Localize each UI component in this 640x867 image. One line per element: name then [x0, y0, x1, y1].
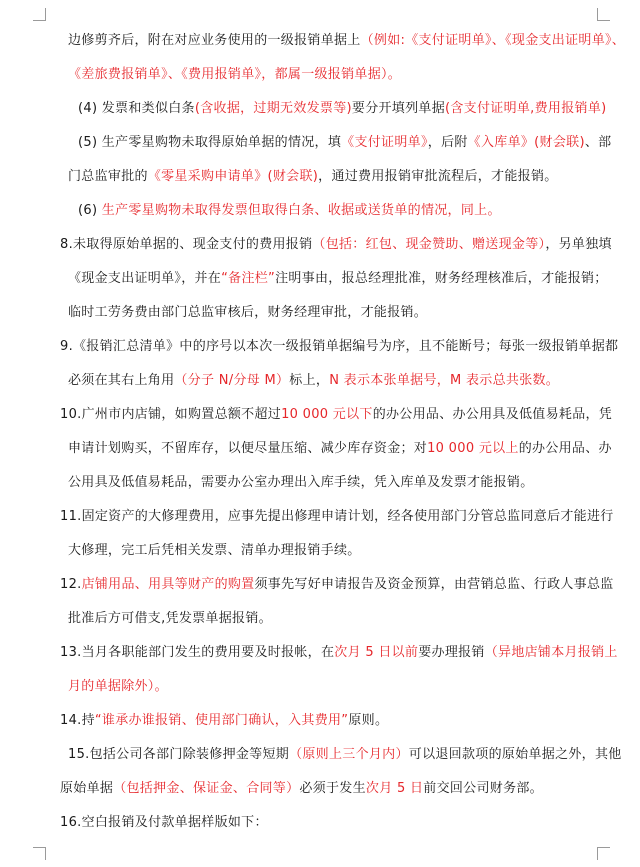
body-text: 11.固定资产的大修理费用，应事先提出修理申请计划，经各使用部门分管总监同意后才能进行: [60, 509, 614, 524]
highlighted-text: N 表示本张单据号，M 表示总共张数。: [329, 373, 560, 388]
body-text: 大修理，完工后凭相关发票、清单办理报销手续。: [68, 543, 361, 558]
document-line-13: [68, 440, 612, 458]
document-line-18: [68, 610, 272, 628]
body-text: 12.: [60, 577, 82, 592]
body-text: 、部: [584, 135, 612, 150]
highlighted-text: 月的单据除外）。: [68, 679, 168, 694]
document-line-11: [68, 372, 559, 390]
document-line-4: [78, 134, 611, 152]
body-text: 标上，: [289, 373, 330, 388]
highlighted-text: （原则上三个月内）: [289, 747, 409, 762]
body-text: 申请计划购买，不留库存，以便尽量压缩、减少库存资金；对: [68, 441, 428, 456]
highlighted-text: 《入库单》(财会联): [467, 135, 585, 150]
highlighted-text: (含收据，过期无效发票等): [194, 101, 352, 116]
body-text: 10.广州市内店铺，如购置总额不超过: [60, 407, 282, 422]
document-line-10: [60, 338, 618, 356]
body-text: 8.未取得原始单据的、现金支付的费用报销: [60, 237, 313, 252]
document-line-16: [68, 542, 361, 560]
document-line-17: [60, 576, 614, 594]
body-text: 13.当月各职能部门发生的费用要及时报帐，在: [60, 645, 335, 660]
highlighted-text: 店铺用品、用具等财产的购置: [81, 577, 255, 592]
document-line-21: [60, 712, 388, 730]
body-text: ，后附: [427, 135, 468, 150]
body-text: 的办公用品、办: [518, 441, 612, 456]
body-text: 公用具及低值易耗品，需要办公室办理出入库手续，凭入库单及发票才能报销。: [68, 475, 534, 490]
highlighted-text: “谁承办谁报销、使用部门确认，入其费用”: [94, 713, 349, 728]
body-text: 门总监审批的: [68, 169, 148, 184]
body-text: 边修剪齐后，附在对应业务使用的一级报销单据上: [68, 33, 361, 48]
document-line-12: [60, 406, 612, 424]
highlighted-text: “备注栏”: [221, 271, 276, 286]
document-line-6: [78, 202, 501, 220]
highlighted-text: （例如:《支付证明单》、《现金支出证明单》、: [360, 33, 626, 48]
document-line-1: [68, 32, 625, 50]
body-text: 要分开填列单据: [351, 101, 446, 116]
document-line-14: [68, 474, 534, 492]
body-text: 要办理报销: [418, 645, 485, 660]
body-text: 临时工劳务费由部门总监审核后，财务经理审批，才能报销。: [68, 305, 428, 320]
body-text: 14.持: [60, 713, 95, 728]
highlighted-text: （包括押金、保证金、合同等）: [113, 781, 300, 796]
document-line-9: [68, 304, 427, 322]
document-line-22: [68, 746, 622, 764]
document-line-23: [60, 780, 543, 798]
highlighted-text: 10 000 元以上: [427, 441, 519, 456]
body-text: 16.空白报销及付款单据样版如下：: [60, 815, 268, 830]
highlighted-text: 生产零星购物未取得发票但取得白条、收据或送货单的情况，同上。: [101, 203, 501, 218]
body-text: 注明事由，报总经理批准，财务经理核准后，才能报销；: [275, 271, 608, 286]
document-line-7: [60, 236, 612, 254]
body-text: ，通过费用报销审批流程后，才能报销。: [318, 169, 558, 184]
body-text: 批准后方可借支,凭发票单据报销。: [68, 611, 272, 626]
body-text: 原始单据: [60, 781, 114, 796]
highlighted-text: 10 000 元以下: [281, 407, 373, 422]
document-line-24: [60, 814, 268, 832]
body-text: 的办公用品、办公用具及低值易耗品，凭: [372, 407, 613, 422]
document-line-5: [68, 168, 558, 186]
body-text: 原则。: [348, 713, 389, 728]
highlighted-text: 次月 5 日以前: [334, 645, 419, 660]
highlighted-text: 《零星采购申请单》(财会联): [147, 169, 319, 184]
highlighted-text: (含支付证明单,费用报销单): [445, 101, 607, 116]
body-text: 可以退回款项的原始单据之外，其他: [408, 747, 622, 762]
body-text: (5) 生产零星购物未取得原始单据的情况，填: [78, 135, 342, 150]
document-line-15: [60, 508, 614, 526]
document-line-20: [68, 678, 168, 696]
body-text: (4) 发票和类似白条: [78, 101, 195, 116]
document-line-8: [68, 270, 608, 288]
body-text: (6): [78, 203, 102, 218]
highlighted-text: 次月 5 日: [365, 781, 424, 796]
highlighted-text: 《差旅费报销单》、《费用报销单》，都属一级报销单据）。: [68, 67, 402, 82]
body-text: 前交回公司财务部。: [423, 781, 543, 796]
document-line-19: [60, 644, 618, 662]
body-text: 《现金支出证明单》，并在: [68, 271, 222, 286]
highlighted-text: （分子 N/分母 M）: [174, 373, 290, 388]
body-text: 须事先写好申请报告及资金预算，由营销总监、行政人事总监: [254, 577, 614, 592]
body-text: 9.《报销汇总清单》中的序号以本次一级报销单据编号为序，且不能断号；每张一级报销单据都: [60, 339, 619, 354]
highlighted-text: （异地店铺本月报销上: [484, 645, 618, 660]
body-text: 必须于发生: [299, 781, 366, 796]
body-text: 必须在其右上角用: [68, 373, 175, 388]
document-line-2: [68, 66, 401, 84]
body-text: ，另单独填: [545, 237, 612, 252]
highlighted-text: （包括：红包、现金赞助、赠送现金等）: [312, 237, 546, 252]
body-text: 15.包括公司各部门除装修押金等短期: [68, 747, 290, 762]
highlighted-text: 《支付证明单》: [341, 135, 428, 150]
document-line-3: [78, 100, 607, 118]
